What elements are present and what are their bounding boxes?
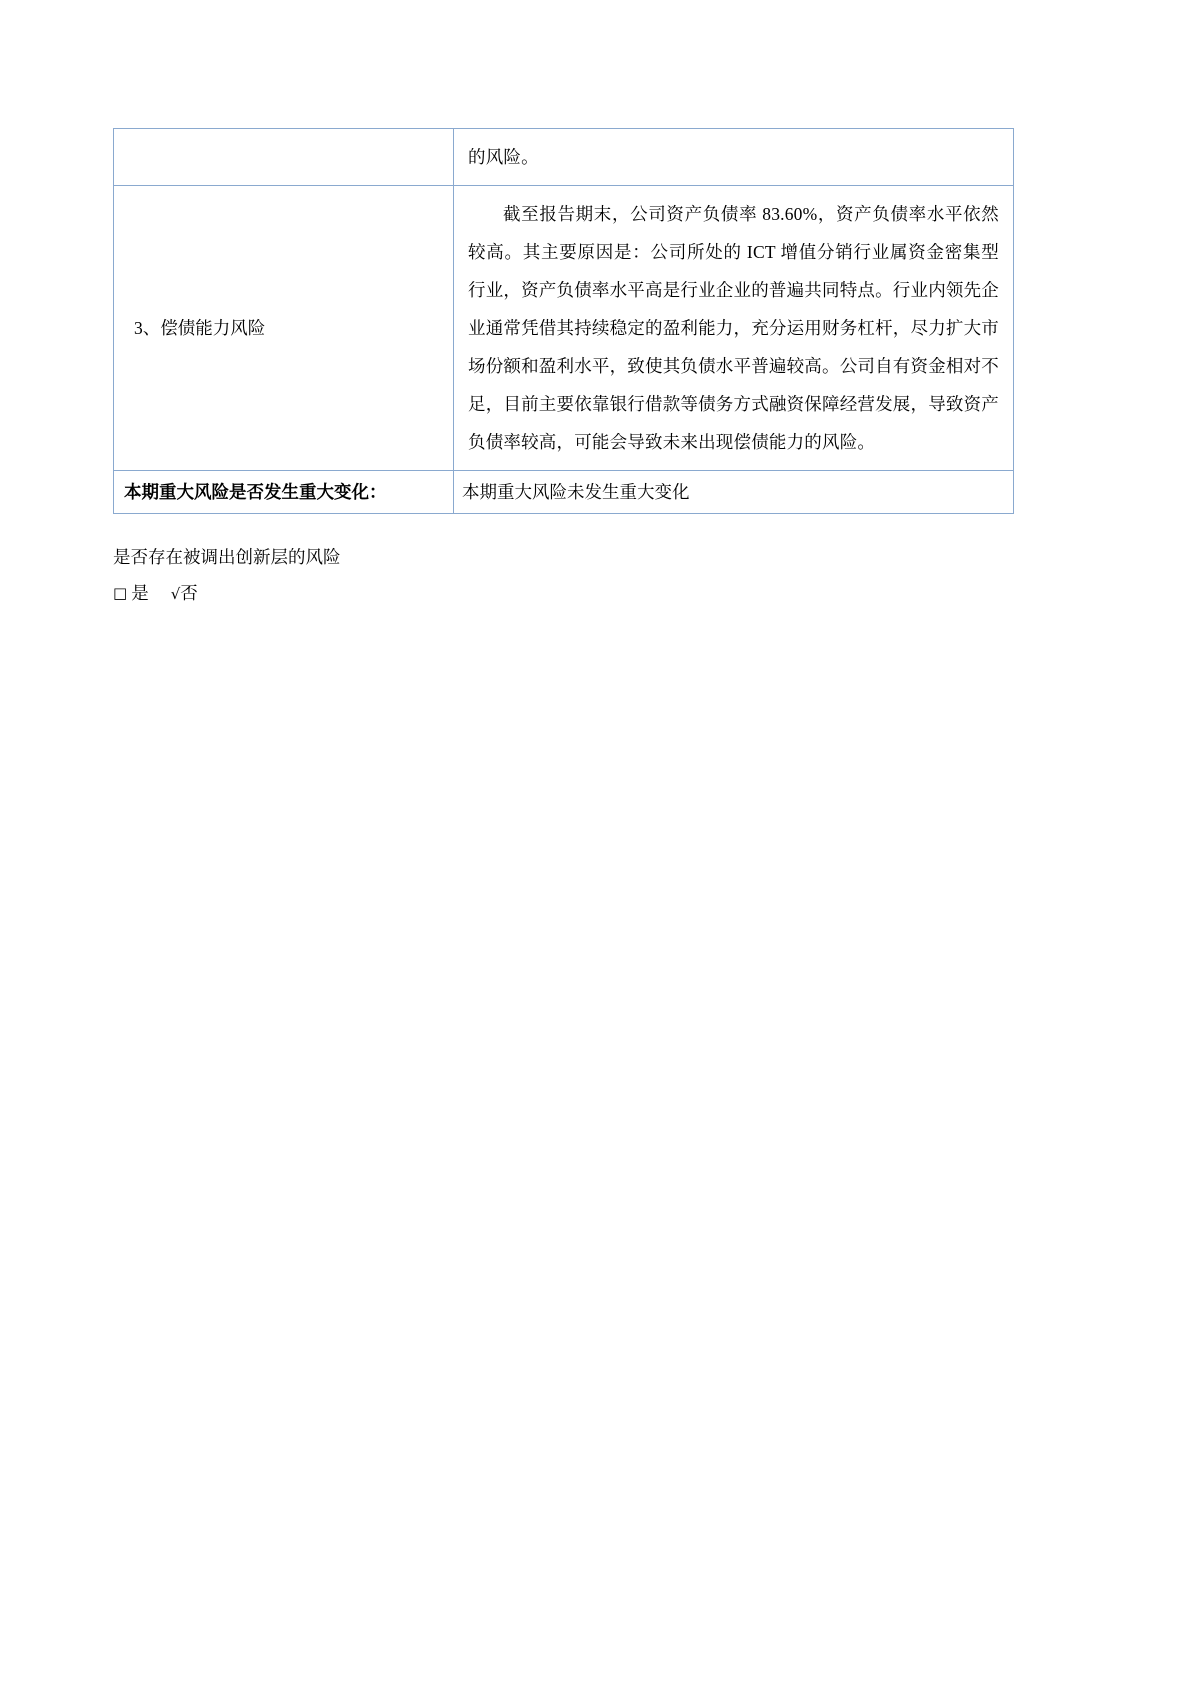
checkbox-no-checked[interactable]: √ [170,585,181,603]
table-row [114,471,1014,514]
innovation-layer-question: 是否存在被调出创新层的风险 [113,547,341,567]
major-risk-change-label-cell [114,471,454,514]
solvency-risk-label-cell [114,186,454,471]
risk-continued-text: 的风险。 [468,147,539,167]
option-no-label: 否 [180,583,198,603]
innovation-layer-options [113,576,1013,611]
solvency-risk-text: 截至报告期末，公司资产负债率 83.60%，资产负债率水平依然较高。其主要原因是：公司所处的 ICT 增值分销行业属资金密集型行业，资产负债率水平高是行业企业的普遍共同特点。行业内领先企业通常凭借其持续稳定的盈利能力，充分运用财务杠杆，尽力扩大市场份额和盈利水平，致使其负债水平普遍较高。公司自有资金相对不足，目前主要依靠银行借款等债务方式融资保障经营发展，导致资产负债率较高，可能会导致未来出现偿债能力的风险。 [468,204,999,452]
risk-continued-text-cell [454,129,1014,186]
solvency-risk-text-cell [454,186,1014,471]
table-row [114,186,1014,471]
page-content [113,128,1013,611]
major-risk-change-label: 本期重大风险是否发生重大变化： [124,482,387,502]
option-yes-label: 是 [131,583,149,603]
table-row [114,129,1014,186]
solvency-risk-label: 3、偿债能力风险 [134,318,266,338]
major-risk-change-value-cell [454,471,1014,514]
major-risk-change-value: 本期重大风险未发生重大变化 [462,482,690,502]
risk-table [113,128,1014,514]
risk-continued-label-cell [114,129,454,186]
checkbox-yes[interactable]: □ [113,584,128,602]
